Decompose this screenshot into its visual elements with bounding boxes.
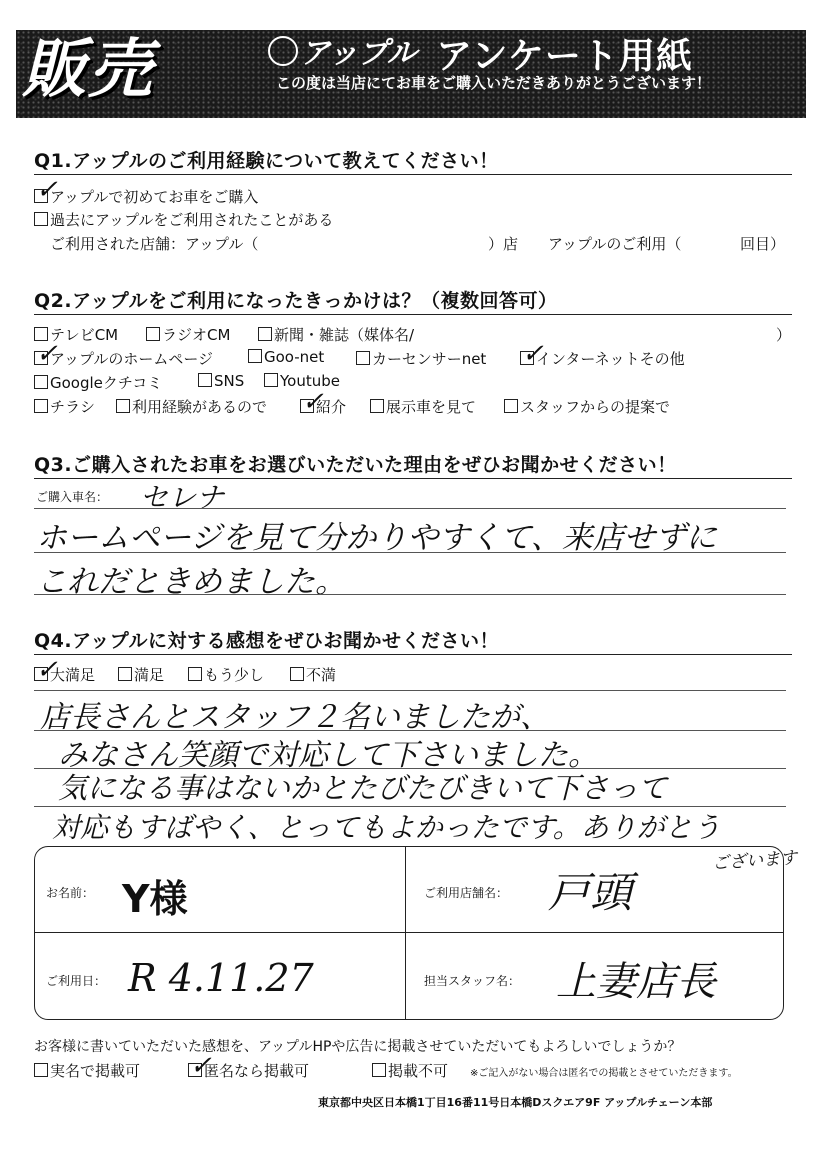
date-value: R 4.11.27 — [128, 956, 314, 1000]
q3-answer-line-2: これだときめました。 — [36, 564, 346, 600]
q2-heading: Q2.アップルをご利用になったきっかけは？（複数回答可） — [34, 290, 558, 312]
q2-divider — [34, 314, 792, 315]
q3-car-name: セレナ — [140, 481, 225, 514]
checkmark-icon: ✓ — [302, 387, 324, 417]
q4-answer-line-3: 気になる事はないかとたびたびきいて下さって — [58, 771, 668, 805]
q2-option-homepage[interactable]: アップルのホームページ — [34, 348, 213, 369]
date-label: ご利用日： — [46, 974, 107, 988]
store-label: ご利用店舗名： — [424, 886, 509, 900]
name-value: Y様 — [122, 877, 188, 921]
checkmark-icon: ✓ — [36, 339, 58, 369]
checkmark-icon: ✓ — [190, 1051, 212, 1081]
staff-value: 上妻店長 — [556, 959, 716, 1005]
q4-rating-satisfied[interactable]: 満足 — [118, 664, 164, 685]
q2-option-carsensor[interactable]: カーセンサーnet — [356, 348, 486, 369]
store-value: 戸頭 — [548, 868, 633, 917]
q4-rating-very-satisfied[interactable]: 大満足 — [34, 664, 95, 685]
q2-option-youtube[interactable]: Youtube — [264, 372, 340, 390]
q1-store-suffix: ）店 — [488, 235, 519, 253]
consent-real-name[interactable]: 実名で掲載可 — [34, 1060, 140, 1081]
q3-car-label: ご購入車名： — [36, 490, 109, 504]
consent-question: お客様に書いていただいた感想を、アップルHPや広告に掲載させていただいてもよろしいでしょうか？ — [34, 1039, 682, 1055]
q2-option-referral[interactable]: 紹介 — [300, 396, 346, 417]
q4-answer-line-2: みなさん笑顔で対応して下さいました。 — [58, 738, 598, 773]
q1-heading: Q1.アップルのご利用経験について教えてください！ — [34, 150, 499, 172]
checkmark-icon: ✓ — [522, 339, 544, 369]
ruled-line — [34, 690, 786, 691]
apple-logo-icon — [268, 36, 298, 66]
footer-address: 東京都中央区日本橋1丁目16番11号日本橋Dスクエア9F アップルチェーン本部 — [318, 1096, 713, 1109]
q1-option-returning[interactable]: 過去にアップルをご利用されたことがある — [34, 209, 333, 230]
q1-usage-suffix: 回目） — [740, 235, 786, 253]
consent-note: ※ご記入がない場合は匿名での掲載とさせていただきます。 — [470, 1068, 738, 1079]
q1-option-first-time[interactable]: アップルで初めてお車をご購入 — [34, 186, 258, 207]
header-subtitle: この度は当店にてお車をご購入いただきありがとうございます！ — [276, 74, 712, 92]
q2-option-google[interactable]: Googleクチコミ — [34, 372, 162, 393]
q4-answer-line-4: 対応もすばやく、とってもよかったです。ありがとう — [52, 811, 721, 844]
q1-usage-prefix: アップルのご利用（ — [548, 235, 682, 253]
q1-divider — [34, 174, 792, 175]
info-table-divider-h — [34, 932, 784, 933]
checkmark-icon: ✓ — [36, 175, 58, 205]
q4-answer-line-1: 店長さんとスタッフ２名いましたが、 — [40, 700, 550, 735]
consent-no-publish[interactable]: 掲載不可 — [372, 1060, 448, 1081]
q4-rating-not-quite[interactable]: もう少し — [188, 664, 264, 685]
q2-option-staff-proposal[interactable]: スタッフからの提案で — [504, 396, 670, 417]
q2-option-experience[interactable]: 利用経験があるので — [116, 396, 267, 417]
ruled-line — [34, 552, 786, 553]
q2-option-flyer[interactable]: チラシ — [34, 396, 95, 417]
consent-anonymous[interactable]: 匿名なら掲載可 — [188, 1060, 309, 1081]
q2-option-newspaper[interactable]: 新聞・雑誌（媒体名/ — [258, 324, 414, 345]
q4-overflow-note: ございます — [711, 848, 798, 874]
q1-store-line: ご利用された店舗：アップル（ — [50, 235, 259, 253]
q2-row1-close: ） — [776, 326, 792, 344]
staff-label: 担当スタッフ名： — [424, 974, 521, 988]
q2-option-tv[interactable]: テレビCM — [34, 324, 118, 345]
q2-option-showroom[interactable]: 展示車を見て — [370, 396, 476, 417]
q4-rating-dissatisfied[interactable]: 不満 — [290, 664, 336, 685]
header-big-text: 販売 — [22, 33, 154, 107]
ruled-line — [34, 594, 786, 595]
header-brand: アップル — [300, 36, 417, 71]
q4-heading: Q4.アップルに対する感想をぜひお聞かせください！ — [34, 630, 500, 652]
q3-heading: Q3.ご購入されたお車をお選びいただいた理由をぜひお聞かせください！ — [34, 454, 677, 476]
q3-answer-line-1: ホームページを見て分かりやすくて、来店せずに — [36, 520, 717, 556]
header-title: アンケート用紙 — [436, 36, 693, 77]
ruled-line — [34, 508, 786, 509]
q2-option-internet-other[interactable]: インターネットその他 — [520, 348, 685, 369]
q2-option-radio[interactable]: ラジオCM — [146, 324, 230, 345]
q2-option-sns[interactable]: SNS — [198, 372, 244, 390]
q2-option-goonet[interactable]: Goo-net — [248, 348, 324, 366]
name-label: お名前： — [46, 886, 95, 900]
info-table-divider-v — [405, 846, 406, 1020]
checkmark-icon: ✓ — [36, 655, 58, 685]
q4-divider — [34, 654, 792, 655]
